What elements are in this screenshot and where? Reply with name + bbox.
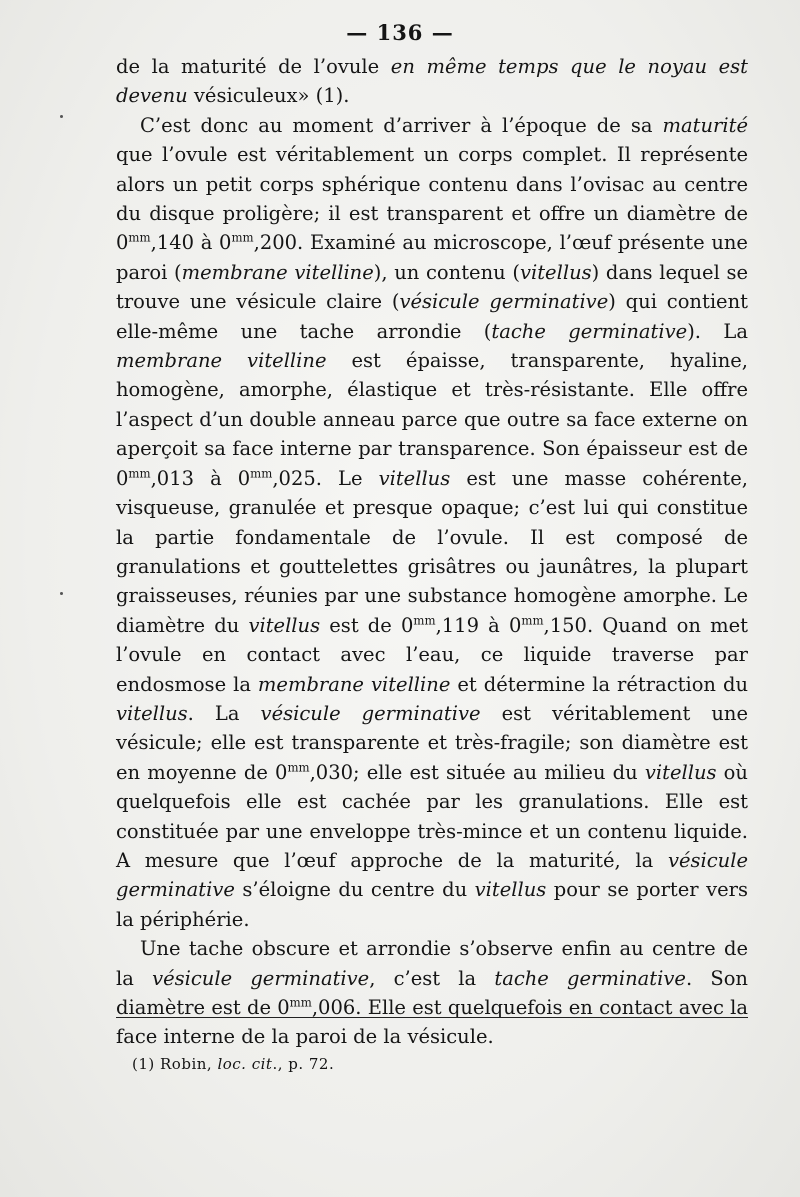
- page-number: — 136 —: [346, 20, 454, 45]
- footnote: (1) Robin, loc. cit., p. 72.: [132, 1055, 335, 1073]
- paragraph-germinative-spot: Une tache obscure et arrondie s’observe enfin au centre de la vésicule germinative, c’est la tache germinative. Son diamètre est de $0^{mm},006$. Elle est quelquefois en contact avec la face interne de la paroi de la vésicule.: [116, 937, 749, 1049]
- margin-mark: [60, 115, 63, 118]
- footnote-divider: [116, 1017, 748, 1018]
- margin-mark: [60, 592, 63, 595]
- paragraph-ovule-description: C’est donc au moment d’arriver à l’époque de sa maturité que l’ovule est véritablement un corps complet. Il représente alors un petit corps sphérique contenu dans l’ovisac au centre du disque proligère; il est transparent et offre un diamètre de $0^{mm},140$ à $0^{mm},200$. Examiné au microscope, l’œuf présente une paroi (membrane vitelline), un contenu (vitellus) dans lequel se trouve une vésicule claire (vésicule germinative) qui contient elle-même une tache arrondie (tache germinative). La membrane vitelline est épaisse, transparente, hyaline, homogène, amorphe, élastique et très-résistante. Elle offre l’aspect d’un double anneau parce que outre sa face externe on aperçoit sa face interne par transparence. Son épaisseur est de $0^{mm},013$ à $0^{mm},025$. Le vitellus est une masse cohérente, visqueuse, granulée et presque opaque; c’est lui qui constitue la partie fondamentale de l’ovule. Il est composé de granulations et gouttelettes grisâtres ou jaunâtres, la plupart graisseuses, réunies par une substance homogène amorphe. Le diamètre du vitellus est de $0^{mm},119$ à $0^{mm},150$. Quand on met l’ovule en contact avec l’eau, ce liquide traverse par endosmose la membrane vitelline et détermine la rétraction du vitellus. La vésicule germinative est véritablement une vésicule; elle est transparente et très-fragile; son diamètre est en moyenne de $0^{mm},030$; elle est située au milieu du vitellus où quelquefois elle est cachée par les granulations. Elle est constituée par une enveloppe très-mince et un contenu liquide. A mesure que l’œuf approche de la maturité, la vésicule germinative s’éloigne du centre du vitellus pour se porter vers la périphérie.: [116, 113, 749, 931]
- paragraph-continuation: de la maturité de l’ovule en même temps que le noyau est devenu vésiculeux» (1).: [116, 55, 749, 108]
- body-text: [116, 52, 748, 1052]
